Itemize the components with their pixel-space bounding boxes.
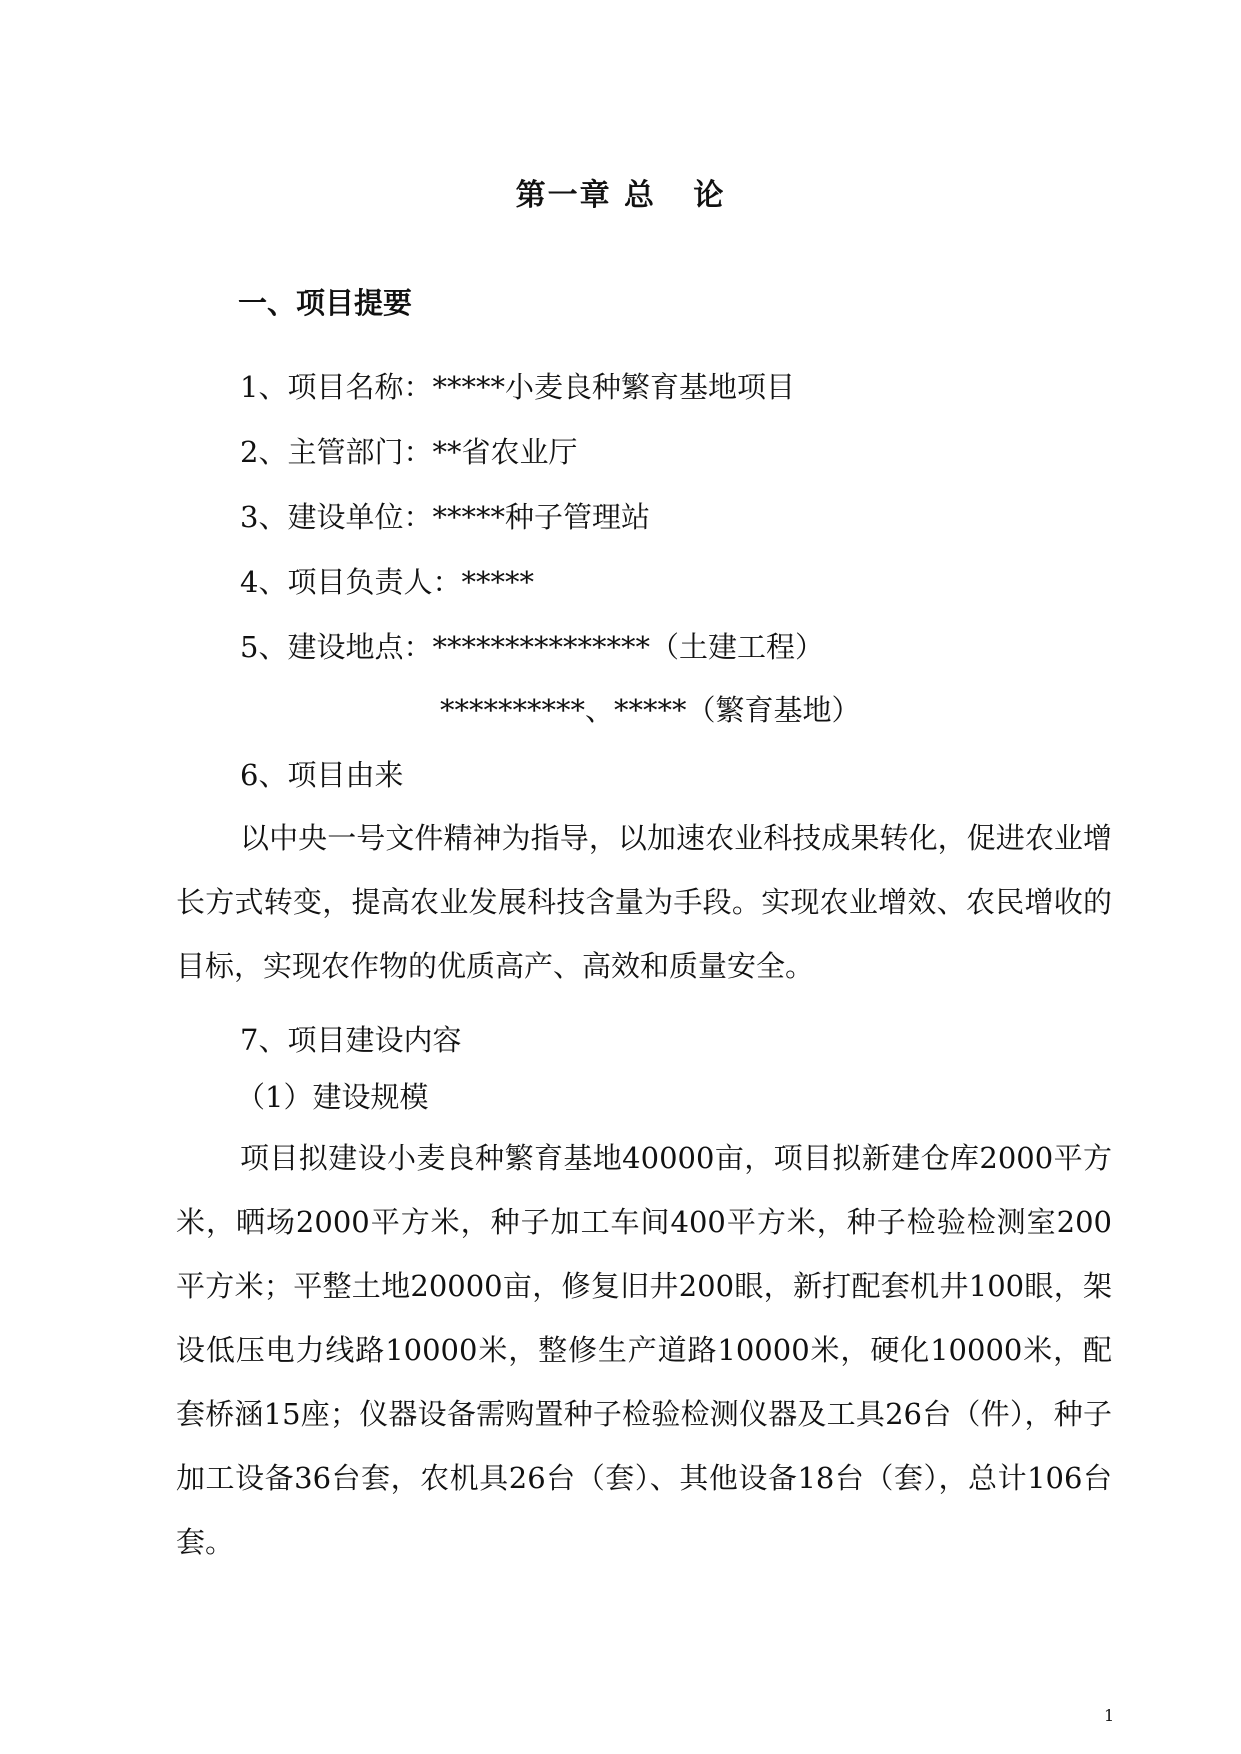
item7-title: 7、项目建设内容 bbox=[240, 1023, 462, 1057]
item-leader: 4、项目负责人：***** bbox=[240, 565, 534, 599]
item-project-name: 1、项目名称：*****小麦良种繁育基地项目 bbox=[240, 370, 795, 404]
item7-paragraph: 项目拟建设小麦良种繁育基地40000亩，项目拟新建仓库2000平方米，晒场2000平方米，种子加工车间400平方米，种子检验检测室200平方米；平整土地20000亩，修复旧井200眼，新打配套机井100眼，架设低压电力线路10000米，整修生产道路10000米，硬化10000米，配套桥涵15座；仪器设备需购置种子检验检测仪器及工具26台（件），种子加工设备36台套，农机具26台（套）、其他设备18台（套），总计106台套。 bbox=[176, 1141, 1112, 1559]
section-heading: 一、项目提要 bbox=[238, 286, 413, 320]
chapter-title: 第一章 总 论 bbox=[515, 178, 726, 213]
item-builder: 3、建设单位：*****种子管理站 bbox=[240, 500, 650, 534]
item-location: 5、建设地点：***************（土建工程） bbox=[240, 630, 824, 664]
item-location-continuation: **********、*****（繁育基地） bbox=[440, 693, 861, 727]
item-department: 2、主管部门：**省农业厅 bbox=[240, 435, 578, 469]
page-number: 1 bbox=[1104, 1706, 1115, 1725]
item6-paragraph: 以中央一号文件精神为指导，以加速农业科技成果转化，促进农业增长方式转变，提高农业发展科技含量为手段。实现农业增效、农民增收的目标，实现农作物的优质高产、高效和质量安全。 bbox=[176, 821, 1112, 983]
item7-subheading: （1）建设规模 bbox=[236, 1080, 429, 1114]
item6-title: 6、项目由来 bbox=[240, 758, 404, 792]
